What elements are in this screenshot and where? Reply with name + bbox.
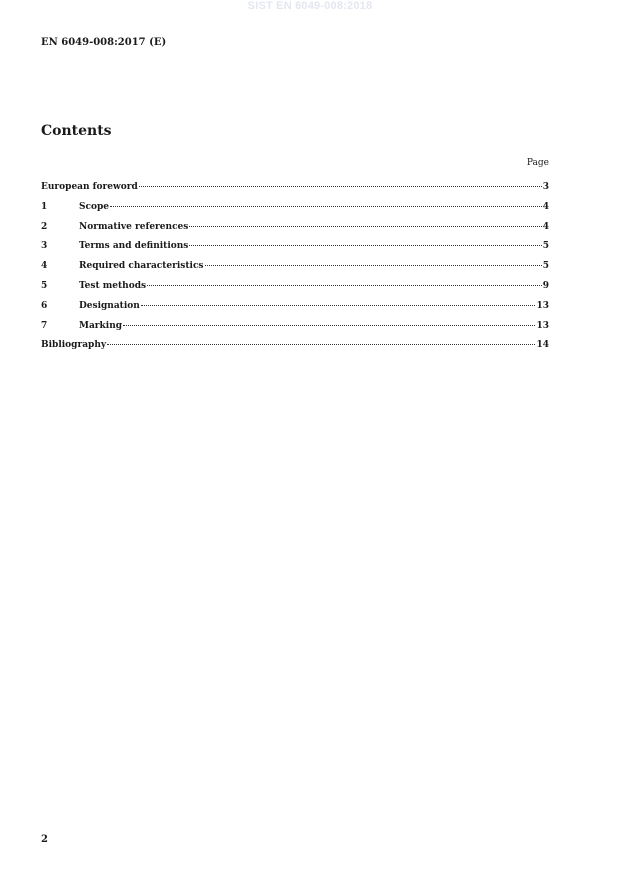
- toc-entry-title: Scope: [79, 201, 110, 212]
- toc-leader-dots: [110, 206, 542, 207]
- toc-entry-normative-references[interactable]: [41, 222, 549, 242]
- toc-entry-page: 13: [536, 300, 549, 311]
- document-header: EN 6049-008:2017 (E): [41, 37, 167, 48]
- toc-leader-dots: [139, 186, 542, 187]
- toc-entry-european-foreword[interactable]: [41, 182, 549, 202]
- toc-entry-title: Marking: [79, 320, 123, 331]
- toc-entry-number: 3: [41, 241, 48, 252]
- toc-entry-page: 4: [542, 221, 549, 232]
- toc-entry-number: 7: [41, 320, 48, 331]
- watermark: SIST EN 6049-008:2018: [247, 0, 373, 12]
- toc-entry-title: European foreword: [41, 182, 138, 192]
- page-column-label: Page: [526, 158, 549, 168]
- toc-entry-number: 5: [41, 280, 48, 291]
- toc-entry-number: 6: [41, 300, 48, 311]
- toc-entry-designation[interactable]: [41, 301, 549, 321]
- toc-entry-page: 13: [536, 320, 549, 331]
- toc-entry-bibliography[interactable]: [41, 340, 549, 360]
- toc-entry-required-characteristics[interactable]: [41, 261, 549, 281]
- toc-entry-number: 2: [41, 221, 48, 232]
- toc-entry-scope[interactable]: [41, 202, 549, 222]
- toc-entry-terms-and-definitions[interactable]: [41, 241, 549, 261]
- toc-entry-number: 1: [41, 201, 48, 212]
- toc-entry-page: 5: [542, 261, 549, 272]
- toc-entry-title: Bibliography: [41, 340, 107, 351]
- toc-entry-marking[interactable]: [41, 321, 549, 341]
- toc-leader-dots: [189, 245, 541, 246]
- toc-entry-page: 14: [536, 340, 549, 351]
- toc-entry-page: 5: [542, 241, 549, 252]
- toc-entry-title: Normative references: [79, 221, 189, 232]
- toc-entry-title: Required characteristics: [79, 261, 204, 272]
- toc-leader-dots: [107, 344, 535, 345]
- toc-entry-test-methods[interactable]: [41, 281, 549, 301]
- toc-entry-number: 4: [41, 261, 48, 272]
- toc-leader-dots: [123, 325, 535, 326]
- page-number: 2: [41, 834, 48, 845]
- toc-leader-dots: [205, 265, 542, 266]
- toc-entry-page: 9: [542, 280, 549, 291]
- table-of-contents: [41, 182, 549, 360]
- toc-entry-page: 3: [542, 182, 549, 192]
- contents-heading: Contents: [41, 123, 112, 139]
- toc-entry-title: Terms and definitions: [79, 241, 189, 252]
- toc-leader-dots: [147, 285, 542, 286]
- toc-entry-title: Designation: [79, 300, 140, 311]
- toc-leader-dots: [141, 305, 536, 306]
- toc-entry-title: Test methods: [79, 280, 147, 291]
- toc-leader-dots: [189, 226, 541, 227]
- toc-entry-page: 4: [542, 201, 549, 212]
